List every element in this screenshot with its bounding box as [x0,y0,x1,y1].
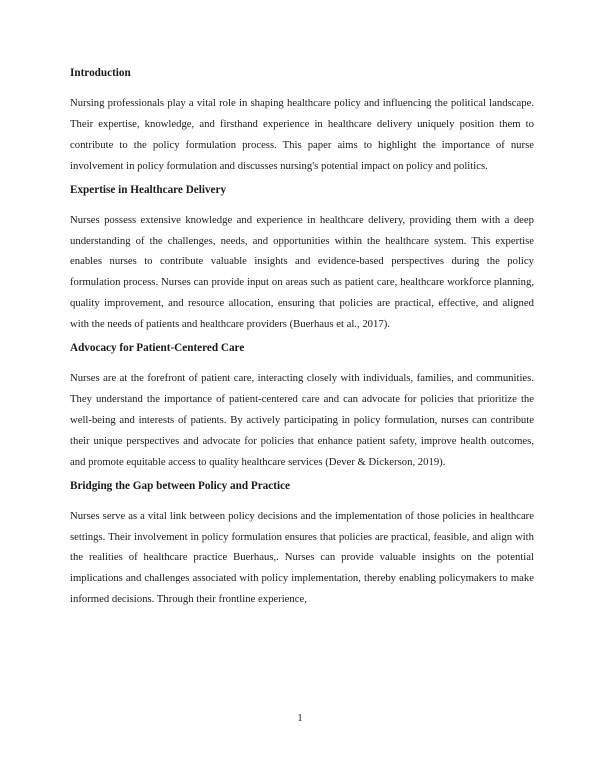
section-bridging [70,479,534,611]
section-paragraph: Nurses are at the forefront of patient care, interacting closely with individuals, families, and communities. They understand the importance of patient-centered care and can advocate for policies that prioritize the well-being and interests of patients. By actively participating in policy formulation, nurses can contribute their unique perspectives and advocate for policies that enhance patient safety, improve health outcomes, and promote equitable access to quality healthcare services (Dever & Dickerson, 2019). [70,372,534,468]
section-paragraph: Nursing professionals play a vital role in shaping healthcare policy and influencing the political landscape. Their expertise, knowledge, and firsthand experience in healthcare delivery uniquely position them to contribute to the policy formulation process. This paper aims to highlight the importance of nurse involvement in policy formulation and discusses nursing's potential impact on policy and politics. [70,97,534,172]
section-heading: Advocacy for Patient-Centered Care [70,342,245,355]
section-heading: Introduction [70,67,131,79]
section-heading: Bridging the Gap between Policy and Practice [70,479,290,492]
page-number: 1 [297,713,303,724]
section-introduction [70,66,534,177]
section-heading: Expertise in Healthcare Delivery [70,183,227,196]
section-paragraph: Nurses possess extensive knowledge and experience in healthcare delivery, providing them with a deep understanding of the challenges, needs, and opportunities within the healthcare system. This expertise enables nurses to contribute valuable insights and evidence-based perspectives during the policy formulation process. Nurses can provide input on areas such as patient care, healthcare workforce planning, quality improvement, and resource allocation, ensuring that policies are practical, effective, and aligned with the needs of patients and healthcare providers (Buerhaus et al., 2017). [70,213,534,331]
section-paragraph: Nurses serve as a vital link between policy decisions and the implementation of those policies in healthcare settings. Their involvement in policy formulation ensures that policies are practical, feasible, and align with the realities of healthcare practice Buerhaus,. Nurses can provide valuable insights on the potential implications and challenges associated with policy implementation, thereby enabling policymakers to make informed decisions. Through their frontline experience, [70,509,534,606]
section-expertise [70,183,534,335]
document-page [70,66,534,616]
section-advocacy [70,341,534,473]
